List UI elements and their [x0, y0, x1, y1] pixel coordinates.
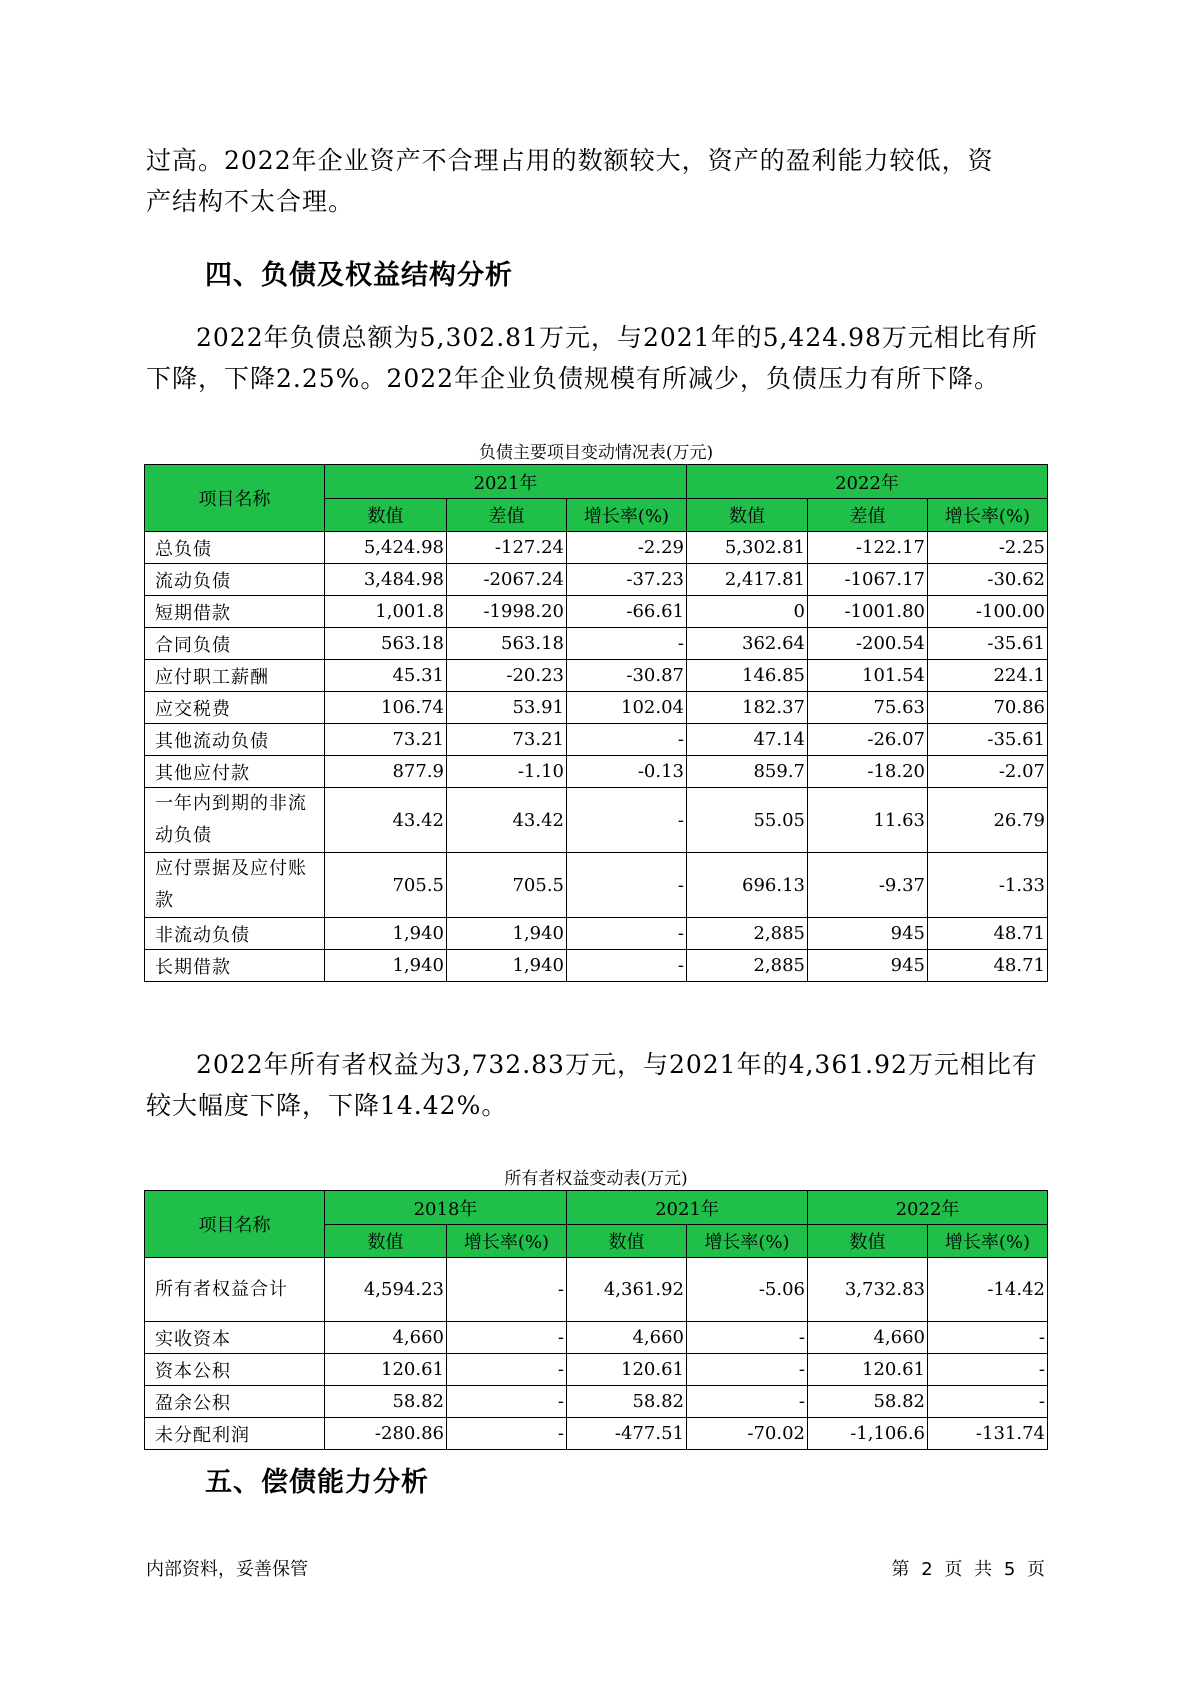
row-cell-v1: 45.31: [325, 660, 447, 692]
row-cell-g1: -: [567, 918, 687, 950]
row-cell-g3: -: [928, 1386, 1048, 1418]
row-cell-g2: 224.1: [928, 660, 1048, 692]
row-cell-v1: 43.42: [325, 788, 447, 853]
row-cell-d1: -1.10: [447, 756, 567, 788]
header-year-2022: 2022年: [687, 465, 1048, 499]
table-row: [145, 724, 1048, 756]
header-year-2022: 2022年: [808, 1191, 1048, 1225]
header-value: 数值: [808, 1225, 928, 1258]
row-cell-v2: 5,302.81: [687, 532, 808, 564]
section-4-heading: 四、负债及权益结构分析: [205, 260, 513, 291]
row-cell-d2: 945: [808, 918, 928, 950]
row-cell-d1: -1998.20: [447, 596, 567, 628]
row-cell-g1: -: [567, 724, 687, 756]
row-cell-g2: -100.00: [928, 596, 1048, 628]
table-row: [145, 1322, 1048, 1354]
row-cell-d1: 705.5: [447, 853, 567, 918]
header-value: 数值: [687, 499, 808, 532]
row-cell-g1: -0.13: [567, 756, 687, 788]
table-row: [145, 692, 1048, 724]
row-cell-v2: 2,417.81: [687, 564, 808, 596]
table-row: [145, 1258, 1048, 1322]
row-cell-d1: -127.24: [447, 532, 567, 564]
equity-table: [144, 1190, 1048, 1450]
row-cell-v2: 696.13: [687, 853, 808, 918]
row-cell-d2: -9.37: [808, 853, 928, 918]
row-cell-v2: 146.85: [687, 660, 808, 692]
row-cell-v1: 120.61: [325, 1354, 447, 1386]
row-cell-v1: 4,660: [325, 1322, 447, 1354]
row-cell-d1: 1,940: [447, 950, 567, 982]
row-cell-v2: 2,885: [687, 950, 808, 982]
row-cell-v1: 563.18: [325, 628, 447, 660]
row-item-name: 应付票据及应付账款: [145, 853, 325, 918]
row-item-name: 其他流动负债: [145, 724, 325, 756]
row-cell-v1: 5,424.98: [325, 532, 447, 564]
row-cell-d2: 945: [808, 950, 928, 982]
row-cell-v3: 3,732.83: [808, 1258, 928, 1322]
table-row: [145, 532, 1048, 564]
table-row: [145, 950, 1048, 982]
row-cell-v2: 0: [687, 596, 808, 628]
row-cell-v1: 1,940: [325, 918, 447, 950]
row-cell-v1: 73.21: [325, 724, 447, 756]
table-row: [145, 918, 1048, 950]
header-year-2018: 2018年: [325, 1191, 567, 1225]
row-cell-g3: -: [928, 1354, 1048, 1386]
row-item-name: 未分配利润: [145, 1418, 325, 1450]
equity-table-caption: 所有者权益变动表(万元): [504, 1169, 688, 1189]
row-cell-d2: -26.07: [808, 724, 928, 756]
row-cell-v2: 55.05: [687, 788, 808, 853]
header-growth: 增长率(%): [928, 499, 1048, 532]
row-cell-v2: 120.61: [567, 1354, 687, 1386]
table-row: [145, 853, 1048, 918]
row-cell-d1: 1,940: [447, 918, 567, 950]
row-cell-g2: -35.61: [928, 628, 1048, 660]
table-row: [145, 628, 1048, 660]
row-cell-v1: 106.74: [325, 692, 447, 724]
row-cell-g2: -70.02: [687, 1418, 808, 1450]
row-item-name: 资本公积: [145, 1354, 325, 1386]
header-growth: 增长率(%): [567, 499, 687, 532]
header-growth: 增长率(%): [687, 1225, 808, 1258]
row-cell-g1: -: [447, 1354, 567, 1386]
row-cell-g2: 48.71: [928, 950, 1048, 982]
row-cell-g1: -: [567, 788, 687, 853]
header-item-name: 项目名称: [145, 465, 325, 532]
row-cell-g2: -: [687, 1322, 808, 1354]
row-cell-v1: 4,594.23: [325, 1258, 447, 1322]
row-cell-d1: -2067.24: [447, 564, 567, 596]
row-cell-d2: 101.54: [808, 660, 928, 692]
row-cell-g1: -30.87: [567, 660, 687, 692]
equity-summary-paragraph: [146, 1044, 1046, 1126]
header-diff: 差值: [447, 499, 567, 532]
row-cell-v1: 1,940: [325, 950, 447, 982]
row-cell-d2: -1067.17: [808, 564, 928, 596]
row-item-name: 所有者权益合计: [145, 1258, 325, 1322]
row-cell-g2: -1.33: [928, 853, 1048, 918]
row-item-name: 盈余公积: [145, 1386, 325, 1418]
liability-table: [144, 464, 1048, 982]
liability-summary-paragraph: [146, 317, 1046, 399]
row-cell-v1: 705.5: [325, 853, 447, 918]
equity-summary-line-1: 2022年所有者权益为3,732.83万元，与2021年的4,361.92万元相比有: [196, 1050, 1038, 1079]
row-cell-v2: 182.37: [687, 692, 808, 724]
row-cell-v2: 58.82: [567, 1386, 687, 1418]
row-cell-v3: 58.82: [808, 1386, 928, 1418]
row-cell-g2: -5.06: [687, 1258, 808, 1322]
row-cell-d2: 75.63: [808, 692, 928, 724]
table-row: [145, 660, 1048, 692]
header-item-name: 项目名称: [145, 1191, 325, 1258]
row-cell-v2: 4,361.92: [567, 1258, 687, 1322]
row-cell-d1: 53.91: [447, 692, 567, 724]
row-item-name: 流动负债: [145, 564, 325, 596]
row-cell-v1: 1,001.8: [325, 596, 447, 628]
table-row: [145, 596, 1048, 628]
row-item-name: 一年内到期的非流动负债: [145, 788, 325, 853]
row-cell-d2: -18.20: [808, 756, 928, 788]
row-cell-v1: 3,484.98: [325, 564, 447, 596]
row-cell-v2: 4,660: [567, 1322, 687, 1354]
row-cell-v3: -1,106.6: [808, 1418, 928, 1450]
row-cell-g2: -2.25: [928, 532, 1048, 564]
row-cell-g1: -: [447, 1418, 567, 1450]
row-cell-g2: 70.86: [928, 692, 1048, 724]
row-item-name: 应付职工薪酬: [145, 660, 325, 692]
row-cell-g1: -: [567, 950, 687, 982]
row-item-name: 其他应付款: [145, 756, 325, 788]
row-cell-v2: 47.14: [687, 724, 808, 756]
footer-confidential-note: 内部资料，妥善保管: [146, 1559, 308, 1580]
row-cell-v2: 2,885: [687, 918, 808, 950]
row-cell-g2: 26.79: [928, 788, 1048, 853]
row-cell-g2: -30.62: [928, 564, 1048, 596]
row-cell-v1: 877.9: [325, 756, 447, 788]
row-cell-d1: -20.23: [447, 660, 567, 692]
liability-summary-line-2: 下降，下降2.25%。2022年企业负债规模有所减少，负债压力有所下降。: [146, 364, 1001, 393]
row-cell-g1: -37.23: [567, 564, 687, 596]
header-year-2021: 2021年: [567, 1191, 808, 1225]
row-item-name: 合同负债: [145, 628, 325, 660]
row-cell-g1: -66.61: [567, 596, 687, 628]
row-item-name: 非流动负债: [145, 918, 325, 950]
header-value: 数值: [567, 1225, 687, 1258]
row-cell-v3: 120.61: [808, 1354, 928, 1386]
row-cell-d1: 43.42: [447, 788, 567, 853]
table-row: [145, 756, 1048, 788]
table-row: [145, 788, 1048, 853]
row-item-name: 总负债: [145, 532, 325, 564]
table-row: [145, 1418, 1048, 1450]
row-cell-v3: 4,660: [808, 1322, 928, 1354]
row-item-name: 短期借款: [145, 596, 325, 628]
row-cell-d1: 73.21: [447, 724, 567, 756]
row-cell-g1: -2.29: [567, 532, 687, 564]
row-cell-g1: -: [567, 628, 687, 660]
header-value: 数值: [325, 499, 447, 532]
liability-table-caption: 负债主要项目变动情况表(万元): [478, 443, 714, 463]
section-5-heading: 五、偿债能力分析: [205, 1467, 429, 1498]
row-cell-g1: -: [447, 1322, 567, 1354]
row-cell-g2: -: [687, 1386, 808, 1418]
liability-summary-line-1: 2022年负债总额为5,302.81万元，与2021年的5,424.98万元相比有所: [196, 323, 1038, 352]
row-cell-v2: -477.51: [567, 1418, 687, 1450]
row-cell-g2: -: [687, 1354, 808, 1386]
header-growth: 增长率(%): [447, 1225, 567, 1258]
row-cell-d2: -1001.80: [808, 596, 928, 628]
table-row: [145, 564, 1048, 596]
row-cell-d2: 11.63: [808, 788, 928, 853]
equity-summary-line-2: 较大幅度下降，下降14.42%。: [146, 1091, 508, 1120]
header-value: 数值: [325, 1225, 447, 1258]
row-cell-d2: -200.54: [808, 628, 928, 660]
row-cell-d1: 563.18: [447, 628, 567, 660]
row-cell-g3: -131.74: [928, 1418, 1048, 1450]
row-cell-g2: 48.71: [928, 918, 1048, 950]
row-cell-g1: -: [447, 1258, 567, 1322]
row-cell-g2: -35.61: [928, 724, 1048, 756]
table-row: [145, 1386, 1048, 1418]
intro-line-1: 过高。2022年企业资产不合理占用的数额较大，资产的盈利能力较低，资: [146, 146, 994, 175]
intro-line-2: 产结构不太合理。: [146, 187, 355, 216]
header-growth: 增长率(%): [928, 1225, 1048, 1258]
row-cell-g3: -14.42: [928, 1258, 1048, 1322]
header-diff: 差值: [808, 499, 928, 532]
row-item-name: 应交税费: [145, 692, 325, 724]
footer-page-number: 第 2 页 共 5 页: [891, 1559, 1045, 1580]
row-item-name: 长期借款: [145, 950, 325, 982]
row-item-name: 实收资本: [145, 1322, 325, 1354]
row-cell-d2: -122.17: [808, 532, 928, 564]
row-cell-v2: 362.64: [687, 628, 808, 660]
row-cell-g1: -: [567, 853, 687, 918]
row-cell-v1: 58.82: [325, 1386, 447, 1418]
row-cell-g1: -: [447, 1386, 567, 1418]
row-cell-v1: -280.86: [325, 1418, 447, 1450]
row-cell-g3: -: [928, 1322, 1048, 1354]
row-cell-g2: -2.07: [928, 756, 1048, 788]
row-cell-g1: 102.04: [567, 692, 687, 724]
row-cell-v2: 859.7: [687, 756, 808, 788]
intro-paragraph: [146, 140, 1046, 222]
header-year-2021: 2021年: [325, 465, 687, 499]
table-row: [145, 1354, 1048, 1386]
